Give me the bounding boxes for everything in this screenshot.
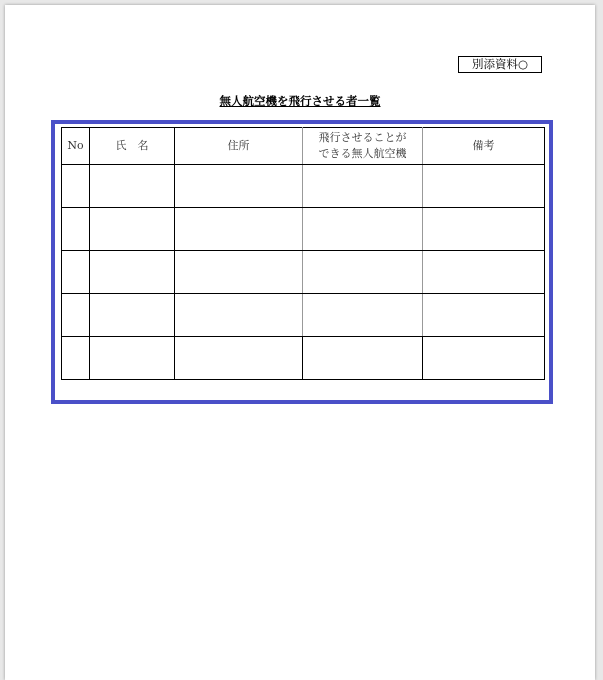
cell-aircraft [303,251,423,294]
cell-aircraft [303,294,423,337]
table-header-row [62,128,545,165]
header-address: 住所 [175,128,303,165]
cell-address [175,165,303,208]
cell-remarks [423,208,545,251]
cell-name [90,165,175,208]
cell-address [175,251,303,294]
cell-remarks [423,294,545,337]
document-title: 無人航空機を飛行させる者一覧 [219,94,381,108]
cell-no [62,294,90,337]
document-page [5,5,595,680]
table-row [62,251,545,294]
table-row [62,294,545,337]
header-aircraft: 飛行させることが できる無人航空機 [303,128,423,165]
cell-no [62,251,90,294]
cell-name [90,251,175,294]
cell-remarks [423,251,545,294]
table-row [62,337,545,380]
header-remarks: 備考 [423,128,545,165]
cell-no [62,165,90,208]
cell-remarks [423,337,545,380]
cell-remarks [423,165,545,208]
operator-list-table [61,127,545,380]
cell-aircraft [303,208,423,251]
header-name: 氏 名 [90,128,175,165]
cell-address [175,337,303,380]
cell-name [90,337,175,380]
header-no: No [62,128,90,165]
cell-aircraft [303,337,423,380]
cell-address [175,208,303,251]
cell-no [62,337,90,380]
cell-name [90,294,175,337]
cell-no [62,208,90,251]
table-row [62,165,545,208]
cell-address [175,294,303,337]
cell-aircraft [303,165,423,208]
table-row [62,208,545,251]
cell-name [90,208,175,251]
attachment-label: 別添資料○ [458,56,542,73]
